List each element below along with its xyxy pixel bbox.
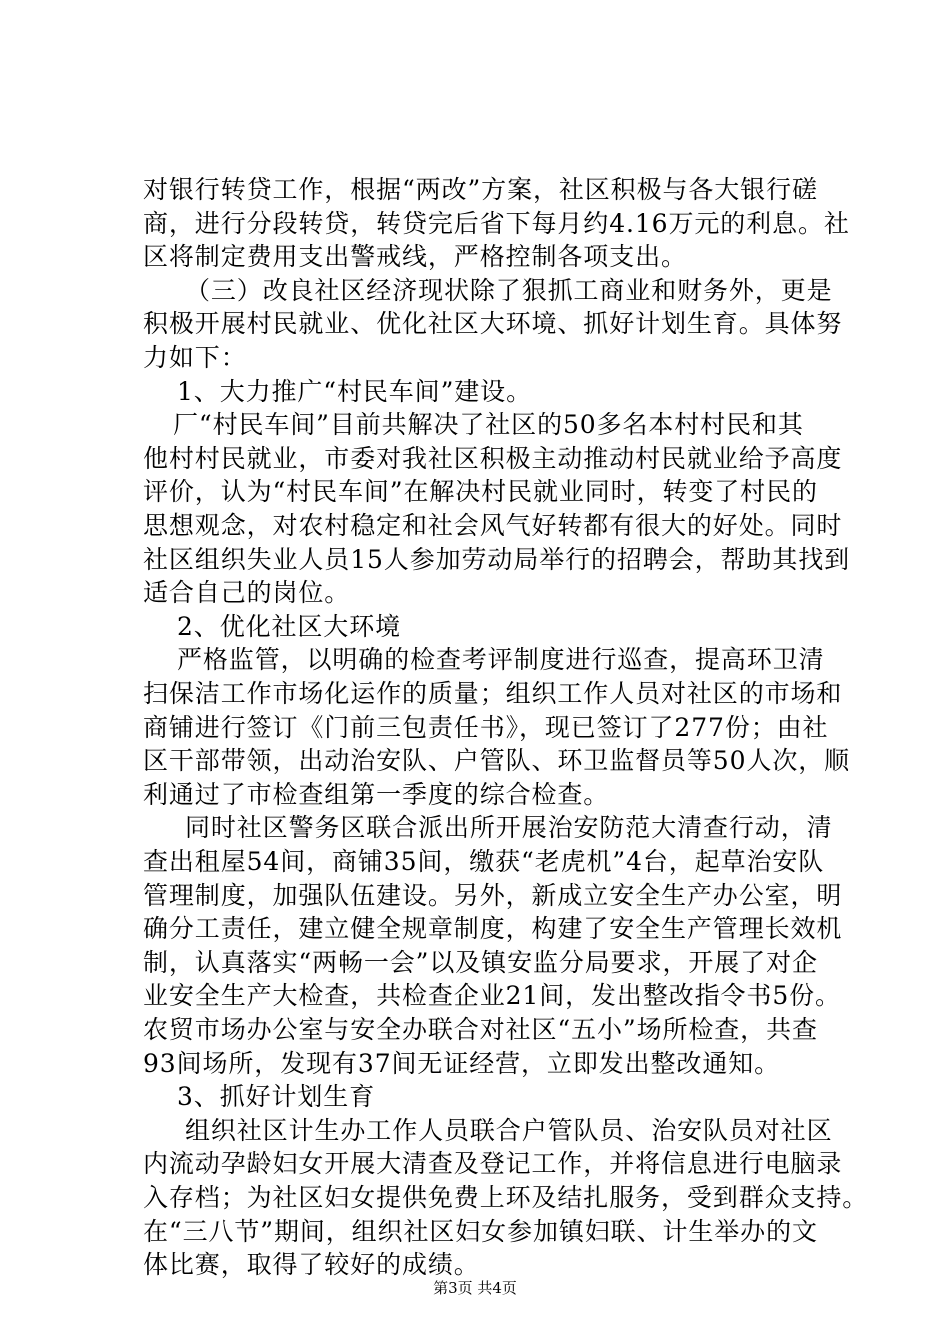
- text-line: 评价，认为“村民车间”在解决村民就业同时，转变了村民的: [143, 477, 818, 507]
- text-line: 他村村民就业，市委对我社区积极主动推动村民就业给予高度: [143, 443, 843, 473]
- text-line: 查出租屋54间，商铺35间，缴获“老虎机”4台，起草治安队: [143, 847, 825, 876]
- text-line: 内流动孕龄妇女开展大清查及登记工作，并将信息进行电脑录: [143, 1149, 843, 1179]
- text-line: 3、抓好计划生育: [177, 1082, 376, 1112]
- text-line: 93间场所，发现有37间无证经营，立即发出整改通知。: [143, 1048, 781, 1078]
- text-line: 利通过了市检查组第一季度的综合检查。: [143, 779, 610, 809]
- text-line: 业安全生产大检查，共检查企业21间，发出整改指令书5份。: [143, 981, 841, 1011]
- text-line: 区将制定费用支出警戒线，严格控制各项支出。: [143, 242, 687, 272]
- text-line: 商铺进行签订《门前三包责任书》，现已签订了277份；由社: [143, 712, 829, 742]
- text-line: 制，认真落实“两畅一会”以及镇安监分局要求，开展了对企: [143, 947, 818, 977]
- text-line: 组织社区计生办工作人员联合户管队员、治安队员对社区: [185, 1115, 833, 1145]
- text-line: （三）改良社区经济现状除了狠抓工商业和财务外，更是: [185, 275, 833, 305]
- text-line: 积极开展村民就业、优化社区大环境、抓好计划生育。具体努: [143, 309, 843, 339]
- text-line: 入存档；为社区妇女提供免费上环及结扎服务，受到群众支持。: [143, 1183, 869, 1212]
- text-line: 1、大力推广“村民车间”建设。: [177, 376, 532, 406]
- text-line: 区干部带领，出动治安队、户管队、环卫监督员等50人次，顺: [143, 746, 851, 776]
- page-number-footer: 第3页 共4页: [433, 1279, 517, 1297]
- text-line: 厂“村民车间”目前共解决了社区的50多名本村村民和其: [173, 410, 804, 440]
- text-line: 管理制度，加强队伍建设。另外，新成立安全生产办公室，明: [143, 880, 843, 910]
- text-line: 适合自己的岗位。: [143, 578, 351, 608]
- text-line: 确分工责任，建立健全规章制度，构建了安全生产管理长效机: [143, 914, 843, 944]
- text-line: 同时社区警务区联合派出所开展治安防范大清查行动，清: [185, 813, 833, 843]
- text-line: 力如下：: [143, 343, 247, 372]
- text-line: 严格监管，以明确的检查考评制度进行巡查，提高环卫清: [177, 645, 825, 675]
- text-line: 思想观念，对农村稳定和社会风气好转都有很大的好处。同时: [143, 511, 843, 540]
- text-line: 扫保洁工作市场化运作的质量；组织工作人员对社区的市场和: [143, 679, 843, 708]
- text-line: 体比赛，取得了较好的成绩。: [143, 1250, 480, 1280]
- text-line: 对银行转贷工作，根据“两改”方案，社区积极与各大银行磋: [143, 175, 818, 204]
- text-line: 农贸市场办公室与安全办联合对社区“五小”场所检查，共查: [143, 1015, 818, 1044]
- text-line: 社区组织失业人员15人参加劳动局举行的招聘会，帮助其找到: [143, 544, 851, 574]
- text-line: 商，进行分段转贷，转贷完后省下每月约4.16万元的利息。社: [143, 208, 850, 238]
- text-line: 2、优化社区大环境: [177, 611, 402, 641]
- text-line: 在“三八节”期间，组织社区妇女参加镇妇联、计生举办的文: [143, 1216, 818, 1246]
